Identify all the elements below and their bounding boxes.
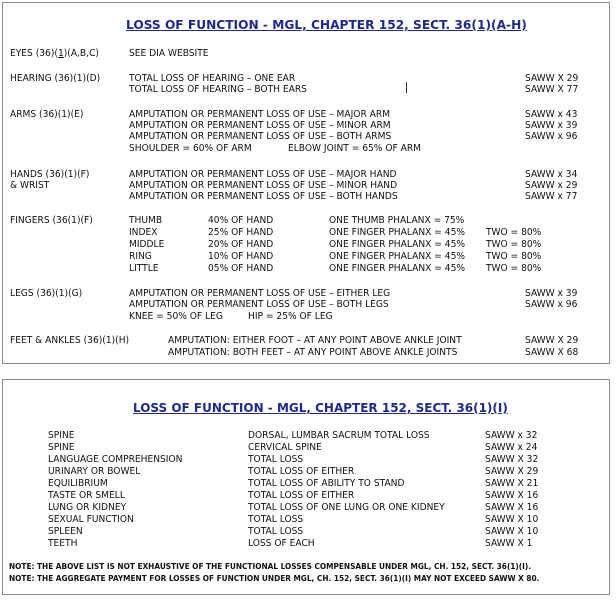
saww-value: SAWW X 1 [485,538,533,549]
finger-pct: 25% OF HAND [208,227,274,238]
arms-row-desc: AMPUTATION OR PERMANENT LOSS OF USE – MAJOR ARM [129,109,391,120]
loss-of-function-table-a-h [2,2,610,364]
loss-desc: TOTAL LOSS OF EITHER [248,466,355,477]
finger-phalanx: ONE FINGER PHALANX = 45% [329,251,466,262]
body-part: LANGUAGE COMPREHENSION [48,454,183,465]
finger-name: MIDDLE [129,239,165,250]
finger-two: TWO = 80% [486,251,542,262]
loss-desc: TOTAL LOSS [248,454,304,465]
feet-row-saww: SAWW X 29 [525,335,579,346]
saww-value: SAWW x 24 [485,442,538,453]
finger-name: LITTLE [129,263,159,274]
saww-value: SAWW X 21 [485,478,539,489]
finger-pct: 10% OF HAND [208,251,274,262]
wrist-label: & WRIST [10,180,50,191]
saww-value: SAWW X 10 [485,526,539,537]
fingers-label: FINGERS (36(1)(F) [10,215,93,226]
eyes-desc: SEE DIA WEBSITE [129,48,209,59]
finger-pct: 40% OF HAND [208,215,274,226]
loss-desc: DORSAL, LUMBAR SACRUM TOTAL LOSS [248,430,430,441]
body-part: SPLEEN [48,526,83,537]
loss-desc: TOTAL LOSS [248,514,304,525]
hip-note: HIP = 25% OF LEG [248,311,333,322]
finger-two: TWO = 80% [486,263,542,274]
text-cursor [406,82,407,93]
shoulder-note: SHOULDER = 60% OF ARM [129,143,252,154]
body-part: SPINE [48,430,75,441]
body-part: URINARY OR BOWEL [48,466,141,477]
hearing-label: HEARING (36)(1)(D) [10,73,101,84]
hands-row-desc: AMPUTATION OR PERMANENT LOSS OF USE – MAJOR HAND [129,169,397,180]
saww-value: SAWW X 16 [485,502,539,513]
arms-row-saww: SAWW x 39 [525,120,578,131]
finger-phalanx: ONE FINGER PHALANX = 45% [329,263,466,274]
finger-name: INDEX [129,227,158,238]
elbow-note: ELBOW JOINT = 65% OF ARM [288,143,421,154]
loss-desc: TOTAL LOSS OF ONE LUNG OR ONE KIDNEY [248,502,445,513]
arms-row-saww: SAWW x 43 [525,109,578,120]
feet-row-desc: AMPUTATION: EITHER FOOT – AT ANY POINT ABOVE ANKLE JOINT [168,335,462,346]
eyes-label: EYES (36)(1)(A,B,C) [10,48,99,59]
finger-phalanx: ONE FINGER PHALANX = 45% [329,239,466,250]
loss-desc: TOTAL LOSS OF ABILITY TO STAND [248,478,405,489]
feet-row-desc: AMPUTATION: BOTH FEET – AT ANY POINT ABOVE ANKLE JOINTS [168,347,458,358]
hands-row-saww: SAWW x 77 [525,191,578,202]
finger-phalanx: ONE FINGER PHALANX = 45% [329,227,466,238]
legs-row-desc: AMPUTATION OR PERMANENT LOSS OF USE – BOTH LEGS [129,299,389,310]
legs-row-saww: SAWW x 96 [525,299,578,310]
body-part: TASTE OR SMELL [48,490,125,501]
saww-value: SAWW x 32 [485,430,538,441]
saww-value: SAWW X 16 [485,490,539,501]
body-part: TEETH [48,538,78,549]
finger-pct: 05% OF HAND [208,263,274,274]
finger-pct: 20% OF HAND [208,239,274,250]
body-part: SEXUAL FUNCTION [48,514,134,525]
hearing-row-desc: TOTAL LOSS OF HEARING – BOTH EARS [129,84,307,95]
hands-row-desc: AMPUTATION OR PERMANENT LOSS OF USE – MINOR HAND [129,180,398,191]
arms-label: ARMS (36)(1)(E) [10,109,84,120]
legs-label: LEGS (36)(1)(G) [10,288,83,299]
body-part: SPINE [48,442,75,453]
saww-value: SAWW X 29 [485,466,539,477]
hearing-row-saww: SAWW X 29 [525,73,579,84]
finger-name: THUMB [129,215,163,226]
loss-desc: TOTAL LOSS [248,526,304,537]
feet-row-saww: SAWW X 68 [525,347,579,358]
loss-of-function-table-i [2,379,610,595]
arms-row-saww: SAWW x 96 [525,131,578,142]
hands-row-saww: SAWW x 34 [525,169,578,180]
section-title: LOSS OF FUNCTION - MGL, CHAPTER 152, SECT. 36(1)(I) [133,401,508,415]
arms-row-desc: AMPUTATION OR PERMANENT LOSS OF USE – BOTH ARMS [129,131,392,142]
body-part: LUNG OR KIDNEY [48,502,127,513]
saww-value: SAWW X 10 [485,514,539,525]
feet-label: FEET & ANKLES (36)(1)(H) [10,335,130,346]
hearing-row-saww: SAWW X 77 [525,84,579,95]
knee-note: KNEE = 50% OF LEG [129,311,223,322]
loss-desc: CERVICAL SPINE [248,442,322,453]
saww-value: SAWW X 32 [485,454,539,465]
note-aggregate-cap: NOTE: THE AGGREGATE PAYMENT FOR LOSSES OF FUNCTION UNDER MGL, CH. 152, SECT. 36(1)(I) MAY NOT EXCEED SAWW X 80. [9,573,540,583]
legs-row-saww: SAWW x 39 [525,288,578,299]
hearing-row-desc: TOTAL LOSS OF HEARING – ONE EAR [129,73,296,84]
legs-row-desc: AMPUTATION OR PERMANENT LOSS OF USE – EITHER LEG [129,288,391,299]
hands-label: HANDS (36)(1)(F) [10,169,90,180]
loss-desc: LOSS OF EACH [248,538,315,549]
finger-two: TWO = 80% [486,239,542,250]
finger-phalanx: ONE THUMB PHALANX = 75% [329,215,465,226]
arms-row-desc: AMPUTATION OR PERMANENT LOSS OF USE – MINOR ARM [129,120,391,131]
finger-two: TWO = 80% [486,227,542,238]
note-exhaustive: NOTE: THE ABOVE LIST IS NOT EXHAUSTIVE OF THE FUNCTIONAL LOSSES COMPENSABLE UNDER MGL, CH. 152, SECT. 36(1)(I). [9,561,532,571]
hands-row-desc: AMPUTATION OR PERMANENT LOSS OF USE – BOTH HANDS [129,191,398,202]
loss-desc: TOTAL LOSS OF EITHER [248,490,355,501]
body-part: EQUILIBRIUM [48,478,108,489]
hands-row-saww: SAWW x 29 [525,180,578,191]
page-title: LOSS OF FUNCTION - MGL, CHAPTER 152, SECT. 36(1)(A-H) [126,18,527,32]
finger-name: RING [129,251,152,262]
